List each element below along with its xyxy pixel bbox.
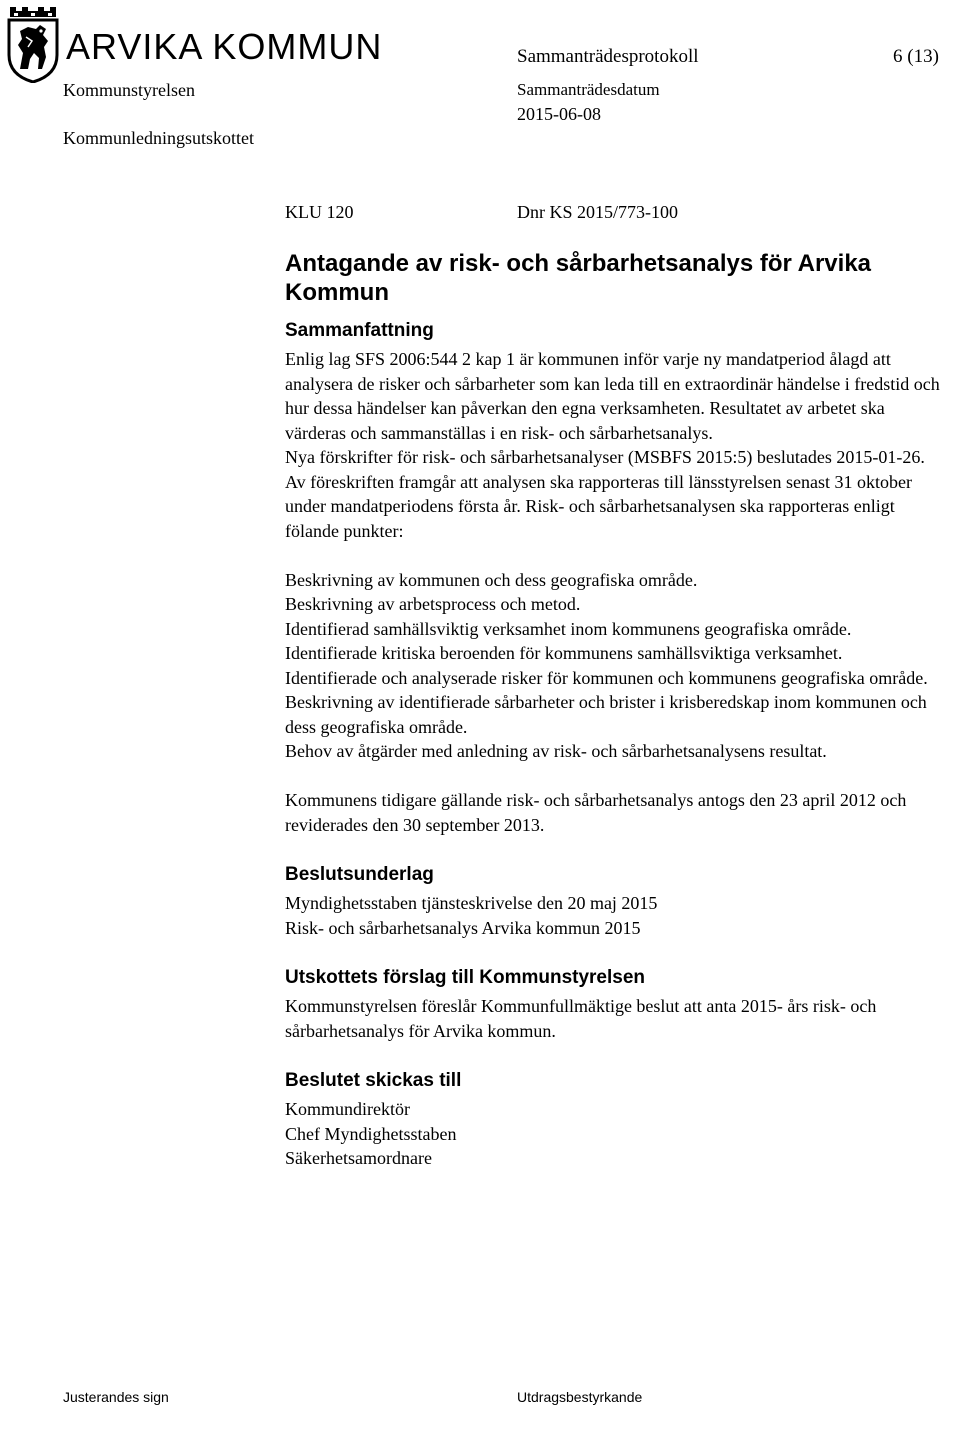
list-item: Beskrivning av identifierade sårbarheter och brister i krisberedskap inom kommunen och dess geografiska område. <box>285 692 927 737</box>
document-body <box>285 198 945 1171</box>
list-item: Identifierade och analyserade risker för kommunen och kommunens geografiska område. <box>285 667 928 688</box>
summary-paragraph-2: Nya förskrifter för risk- och sårbarhetsanalyser (MSBFS 2015:5) beslutades 2015-01-26. Av föreskriften framgår att analysen ska rapporteras till länsstyrelsen senast 31 oktober under mandatperiodens första år. Risk- och sårbarhetsanalysen ska rapporteras enligt fölande punkter: <box>285 447 925 541</box>
organization-name: Kommunstyrelsen <box>63 80 195 100</box>
summary-heading: Sammanfattning <box>285 320 434 341</box>
case-number: Dnr KS 2015/773-100 <box>517 202 678 222</box>
item-title: Antagande av risk- och sårbarhetsanalys för Arvika Kommun <box>285 250 872 306</box>
list-item: Identifierad samhällsviktig verksamhet inom kommunens geografiska område. <box>285 618 852 639</box>
brand-wordmark: ARVIKA KOMMUN <box>66 26 383 67</box>
report-points-list <box>285 568 945 764</box>
list-item: Risk- och sårbarhetsanalys Arvika kommun 2015 <box>285 917 641 938</box>
proposal-heading: Utskottets förslag till Kommunstyrelsen <box>285 967 646 988</box>
item-reference-line <box>285 198 945 228</box>
list-item: Chef Myndighetsstaben <box>285 1123 457 1144</box>
list-item: Beskrivning av kommunen och dess geografiska område. <box>285 569 698 590</box>
meeting-date-label: Sammanträdesdatum <box>517 80 660 99</box>
item-number: KLU 120 <box>285 202 354 222</box>
meeting-date: 2015-06-08 <box>517 104 601 124</box>
list-item: Behov av åtgärder med anledning av risk- och sårbarhetsanalysens resultat. <box>285 741 827 761</box>
recipients-heading: Beslutet skickas till <box>285 1070 462 1091</box>
list-item: Beskrivning av arbetsprocess och metod. <box>285 594 581 614</box>
list-item: Identifierade kritiska beroenden för kommunens samhällsviktiga verksamhet. <box>285 643 843 663</box>
committee-name: Kommunledningsutskottet <box>63 128 254 148</box>
list-item: Säkerhetsamordnare <box>285 1148 432 1168</box>
list-item: Kommundirektör <box>285 1099 410 1119</box>
page-number: 6 (13) <box>893 46 939 67</box>
initials-signature-label: Justerandes sign <box>63 1389 169 1405</box>
proposal-text: Kommunstyrelsen föreslår Kommunfullmäktige beslut att anta 2015- års risk- och sårbarhetsanalys för Arvika kommun. <box>285 996 877 1041</box>
extract-certification-label: Utdragsbestyrkande <box>517 1389 643 1405</box>
document-title: Sammanträdesprotokoll <box>517 46 699 67</box>
summary-paragraph-1: Enlig lag SFS 2006:544 2 kap 1 är kommunen inför varje ny mandatperiod ålagd att analysera de risker och sårbarheter som kan leda till en extraordinär händelse i fredstid och hur dessa händelser kan påverkan den egna verksamheten. Resultatet av arbetet ska värderas och sammanställas i en risk- och sårbarhetsanalys. <box>285 349 940 443</box>
summary-paragraph-3: Kommunens tidigare gällande risk- och sårbarhetsanalys antogs den 23 april 2012 och reviderades den 30 september 2013. <box>285 790 907 835</box>
municipal-crest-logo <box>6 3 60 83</box>
basis-heading: Beslutsunderlag <box>285 864 434 885</box>
list-item: Myndighetsstaben tjänsteskrivelse den 20 maj 2015 <box>285 893 658 913</box>
